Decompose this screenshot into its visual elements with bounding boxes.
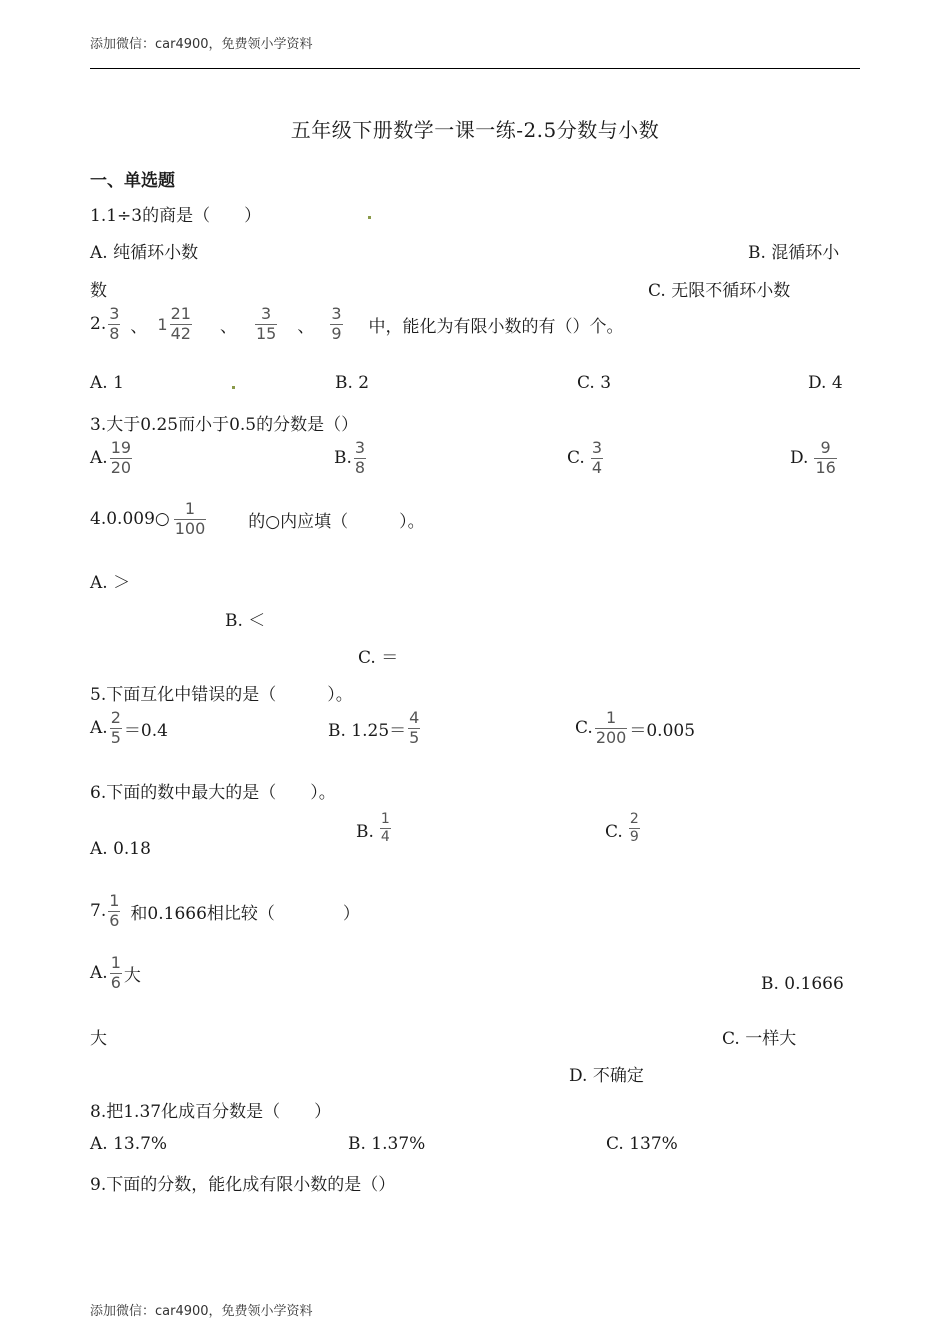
option-label: A.	[90, 963, 108, 984]
question-2-option-d: D. 4	[808, 373, 843, 393]
fraction	[110, 955, 122, 992]
fraction	[110, 440, 132, 477]
fraction	[108, 893, 120, 930]
question-4-prefix: 4.0.009○	[90, 509, 170, 530]
option-label: C.	[575, 718, 593, 739]
fraction-denominator: 15	[255, 323, 277, 343]
question-7-suffix: 和0.1666相比较（ ）	[130, 903, 360, 924]
fraction	[174, 501, 207, 538]
question-7-option-a	[90, 955, 141, 992]
question-8-stem: 8.把1.37化成百分数是（ ）	[90, 1102, 332, 1122]
question-8-option-b: B. 1.37%	[348, 1134, 426, 1154]
fraction-denominator: 8	[109, 323, 120, 343]
fraction	[110, 710, 122, 747]
fraction-denominator: 4	[380, 828, 390, 845]
question-3-option-a	[90, 440, 134, 477]
question-2-option-b: B. 2	[335, 373, 370, 393]
option-text: 大	[123, 965, 141, 986]
fraction-numerator: 2	[110, 708, 121, 727]
fraction	[591, 440, 603, 477]
mixed-whole: 1	[157, 314, 168, 334]
fraction	[380, 812, 391, 844]
fraction	[108, 306, 120, 343]
question-7-stem	[90, 893, 360, 930]
fraction	[595, 710, 628, 747]
option-label: D.	[790, 448, 809, 469]
option-text: ＝0.005	[629, 720, 696, 741]
fraction	[408, 710, 420, 747]
question-6-option-c	[605, 812, 642, 844]
question-4-suffix: 的○内应填（ ）。	[248, 511, 425, 532]
question-4-option-a: A. ＞	[90, 573, 131, 593]
fraction	[330, 306, 342, 343]
mixed-number	[157, 306, 194, 343]
fraction-denominator: 100	[174, 518, 206, 538]
fraction-numerator: 9	[820, 438, 831, 457]
option-label: C.	[605, 822, 623, 843]
fraction-denominator: 20	[110, 457, 132, 477]
question-3-stem: 3.大于0.25而小于0.5的分数是（）	[90, 415, 359, 435]
question-5-option-a	[90, 710, 168, 747]
question-5-option-c	[575, 710, 695, 747]
question-3-option-d	[790, 440, 839, 477]
option-label: A.	[90, 718, 108, 739]
fraction	[255, 306, 277, 343]
question-4-option-c: C. ＝	[358, 648, 399, 668]
question-7-option-c: C. 一样大	[722, 1029, 797, 1049]
fraction-denominator: 9	[629, 828, 639, 845]
option-label: A.	[90, 448, 108, 469]
fraction-numerator: 3	[591, 438, 602, 457]
question-4-option-b: B. ＜	[225, 611, 266, 631]
fraction-denominator: 42	[170, 323, 191, 343]
separator: 、	[130, 316, 148, 337]
question-4-stem	[90, 501, 425, 538]
separator: 、	[297, 316, 315, 337]
question-6-stem: 6.下面的数中最大的是（ ）。	[90, 783, 336, 803]
option-label: B.	[334, 448, 352, 469]
question-5-option-b	[328, 710, 422, 747]
fraction	[354, 440, 366, 477]
page-header: 添加微信：car4900，免费领小学资料	[90, 37, 313, 52]
fraction-numerator: 1	[605, 708, 617, 727]
fraction-numerator: 3	[109, 304, 120, 323]
fraction-numerator: 1	[184, 499, 196, 518]
question-7-option-b: B. 0.1666	[761, 974, 844, 994]
fraction	[814, 440, 836, 477]
question-6-option-a: A. 0.18	[90, 839, 151, 859]
fraction-denominator: 200	[595, 727, 627, 747]
fraction-denominator: 6	[109, 910, 120, 930]
fraction-numerator: 21	[170, 304, 191, 323]
fraction-numerator: 19	[110, 438, 132, 457]
fraction-denominator: 4	[591, 457, 602, 477]
fraction-numerator: 2	[629, 811, 639, 827]
fraction-denominator: 5	[110, 727, 121, 747]
question-1-option-a: A. 纯循环小数	[90, 243, 199, 263]
question-2-suffix: 中，能化为有限小数的有（）个。	[368, 316, 624, 337]
fraction-numerator: 3	[331, 304, 342, 323]
option-label: B. 1.25＝	[328, 720, 407, 741]
question-7-prefix: 7.	[90, 901, 107, 922]
question-8-option-c: C. 137%	[606, 1134, 678, 1154]
question-2-prefix: 2.	[90, 314, 107, 335]
question-1-option-b: B. 混循环小	[748, 243, 840, 263]
separator: 、	[219, 316, 237, 337]
option-text: ＝0.4	[123, 720, 168, 741]
question-2-stem	[90, 306, 624, 343]
fraction-denominator: 5	[409, 727, 420, 747]
fraction	[629, 812, 640, 844]
question-3-option-c	[567, 440, 605, 477]
fraction-numerator: 3	[354, 438, 366, 457]
fraction-denominator: 6	[110, 972, 121, 992]
question-2-option-c: C. 3	[577, 373, 612, 393]
question-8-option-a: A. 13.7%	[90, 1134, 168, 1154]
question-3-option-b	[334, 440, 368, 477]
question-6-option-b	[356, 812, 393, 844]
question-2-option-a: A. 1	[90, 373, 124, 393]
section-heading: 一、单选题	[90, 171, 175, 191]
option-label: B.	[356, 822, 374, 843]
question-1-option-c: C. 无限不循环小数	[648, 281, 791, 301]
question-7-option-d: D. 不确定	[569, 1066, 644, 1086]
question-5-stem: 5.下面互化中错误的是（ ）。	[90, 685, 353, 705]
page-title: 五年级下册数学一课一练-2.5分数与小数	[290, 118, 660, 142]
fraction-numerator: 1	[380, 811, 390, 827]
fraction-numerator: 1	[110, 953, 121, 972]
question-7-option-b-wrap: 大	[90, 1029, 107, 1049]
question-9-stem: 9.下面的分数，能化成有限小数的是（）	[90, 1175, 396, 1195]
stray-dot	[368, 216, 371, 219]
fraction-denominator: 9	[331, 323, 342, 343]
header-rule	[90, 68, 860, 69]
fraction-numerator: 3	[261, 304, 272, 323]
fraction-numerator: 1	[109, 891, 120, 910]
fraction	[170, 306, 192, 343]
option-label: C.	[567, 448, 585, 469]
question-1-stem: 1.1÷3的商是（ ）	[90, 206, 262, 226]
fraction-denominator: 16	[815, 457, 836, 477]
fraction-numerator: 4	[409, 708, 420, 727]
question-1-option-b-wrap: 数	[90, 281, 107, 301]
fraction-denominator: 8	[354, 457, 366, 477]
page-footer: 添加微信：car4900，免费领小学资料	[90, 1304, 313, 1319]
stray-dot	[232, 386, 235, 389]
